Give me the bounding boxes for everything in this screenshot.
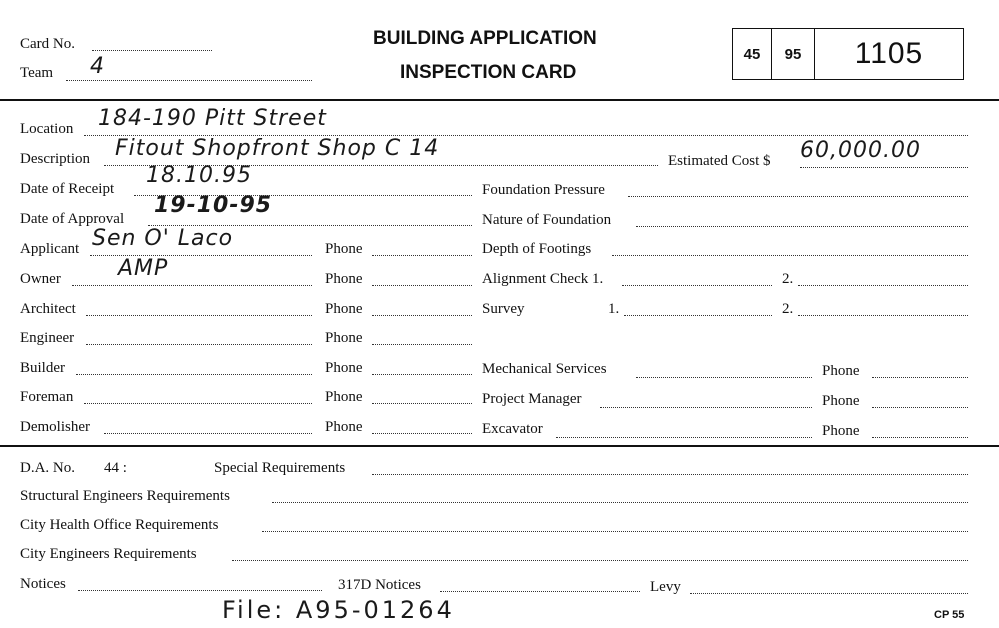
- form-title-line1: BUILDING APPLICATION: [373, 28, 597, 49]
- architect-label: Architect: [20, 301, 76, 317]
- notices-317d-label: 317D Notices: [338, 577, 421, 593]
- excavator-label: Excavator: [482, 421, 543, 437]
- foreman-field[interactable]: [84, 403, 312, 404]
- estimated-cost-value: 60,000.00: [800, 138, 921, 163]
- da-no-label: D.A. No.: [20, 460, 75, 476]
- city-health-label: City Health Office Requirements: [20, 517, 219, 533]
- builder-phone-field[interactable]: [372, 374, 472, 375]
- demolisher-field[interactable]: [104, 433, 312, 434]
- survey-1-field[interactable]: [624, 315, 772, 316]
- date-approval-value: 19-10-95: [154, 193, 273, 218]
- estimated-cost-label: Estimated Cost $: [668, 153, 771, 169]
- team-value: 4: [90, 54, 105, 79]
- owner-label: Owner: [20, 271, 61, 287]
- estimated-cost-field[interactable]: [800, 167, 968, 168]
- owner-phone-label: Phone: [325, 271, 363, 287]
- form-title-line2: INSPECTION CARD: [400, 62, 577, 83]
- location-value: 184-190 Pitt Street: [98, 106, 327, 131]
- form-code: CP 55: [934, 609, 965, 621]
- mechanical-phone-field[interactable]: [872, 377, 968, 378]
- team-label: Team: [20, 65, 54, 81]
- alignment-check-2-field[interactable]: [798, 285, 968, 286]
- city-health-field[interactable]: [262, 531, 968, 532]
- special-requirements-field[interactable]: [372, 474, 968, 475]
- applicant-phone-label: Phone: [325, 241, 363, 257]
- mechanical-phone-label: Phone: [822, 363, 860, 379]
- file-reference: File: A95-01264: [222, 596, 455, 624]
- levy-field[interactable]: [690, 593, 968, 594]
- description-value: Fitout Shopfront Shop C 14: [115, 136, 440, 161]
- da-no-value: 44 :: [104, 460, 127, 476]
- description-label: Description: [20, 151, 90, 167]
- alignment-check-2-label: 2.: [782, 271, 794, 287]
- date-receipt-label: Date of Receipt: [20, 181, 115, 197]
- builder-label: Builder: [20, 360, 65, 376]
- builder-phone-label: Phone: [325, 360, 363, 376]
- engineer-label: Engineer: [20, 330, 75, 346]
- foundation-pressure-field[interactable]: [628, 196, 968, 197]
- excavator-phone-field[interactable]: [872, 437, 968, 438]
- notices-317d-field[interactable]: [440, 591, 640, 592]
- owner-phone-field[interactable]: [372, 285, 472, 286]
- applicant-label: Applicant: [20, 241, 80, 257]
- survey-label: Survey: [482, 301, 525, 317]
- architect-field[interactable]: [86, 315, 312, 316]
- architect-phone-field[interactable]: [372, 315, 472, 316]
- depth-footings-field[interactable]: [612, 255, 968, 256]
- mechanical-services-field[interactable]: [636, 377, 812, 378]
- structural-engineers-field[interactable]: [272, 502, 968, 503]
- demolisher-label: Demolisher: [20, 419, 90, 435]
- demolisher-phone-label: Phone: [325, 419, 363, 435]
- engineer-field[interactable]: [86, 344, 312, 345]
- date-approval-label: Date of Approval: [20, 211, 125, 227]
- date-receipt-value: 18.10.95: [146, 163, 252, 188]
- nature-foundation-field[interactable]: [636, 226, 968, 227]
- mechanical-services-label: Mechanical Services: [482, 361, 607, 377]
- nature-foundation-label: Nature of Foundation: [482, 212, 612, 228]
- notices-label: Notices: [20, 576, 66, 592]
- levy-label: Levy: [650, 579, 681, 595]
- engineer-phone-field[interactable]: [372, 344, 472, 345]
- card-no-field[interactable]: [92, 50, 212, 51]
- notices-field[interactable]: [78, 590, 322, 591]
- alignment-check-1-field[interactable]: [622, 285, 772, 286]
- applicant-value: Sen O' Laco: [92, 226, 234, 251]
- top-divider: [0, 99, 999, 101]
- alignment-check-label: Alignment Check 1.: [482, 271, 604, 287]
- reference-box: [732, 28, 964, 80]
- foundation-pressure-label: Foundation Pressure: [482, 182, 605, 198]
- excavator-field[interactable]: [556, 437, 812, 438]
- city-engineers-label: City Engineers Requirements: [20, 546, 197, 562]
- reference-number: 1105: [854, 37, 924, 70]
- owner-value: AMP: [118, 256, 169, 281]
- owner-field[interactable]: [72, 285, 312, 286]
- architect-phone-label: Phone: [325, 301, 363, 317]
- survey-1-label: 1.: [608, 301, 620, 317]
- foreman-label: Foreman: [20, 389, 74, 405]
- engineer-phone-label: Phone: [325, 330, 363, 346]
- foreman-phone-label: Phone: [325, 389, 363, 405]
- city-engineers-field[interactable]: [232, 560, 968, 561]
- special-requirements-label: Special Requirements: [214, 460, 346, 476]
- demolisher-phone-field[interactable]: [372, 433, 472, 434]
- reference-box-b: 95: [772, 29, 815, 79]
- foreman-phone-field[interactable]: [372, 403, 472, 404]
- survey-2-field[interactable]: [798, 315, 968, 316]
- project-manager-field[interactable]: [600, 407, 812, 408]
- project-manager-phone-field[interactable]: [872, 407, 968, 408]
- project-manager-label: Project Manager: [482, 391, 582, 407]
- depth-footings-label: Depth of Footings: [482, 241, 592, 257]
- reference-box-a: 45: [733, 29, 772, 79]
- location-label: Location: [20, 121, 74, 137]
- survey-2-label: 2.: [782, 301, 794, 317]
- excavator-phone-label: Phone: [822, 423, 860, 439]
- structural-engineers-label: Structural Engineers Requirements: [20, 488, 230, 504]
- team-field[interactable]: [66, 80, 312, 81]
- card-no-label: Card No.: [20, 36, 75, 52]
- project-manager-phone-label: Phone: [822, 393, 860, 409]
- applicant-phone-field[interactable]: [372, 255, 472, 256]
- middle-divider: [0, 445, 999, 447]
- builder-field[interactable]: [76, 374, 312, 375]
